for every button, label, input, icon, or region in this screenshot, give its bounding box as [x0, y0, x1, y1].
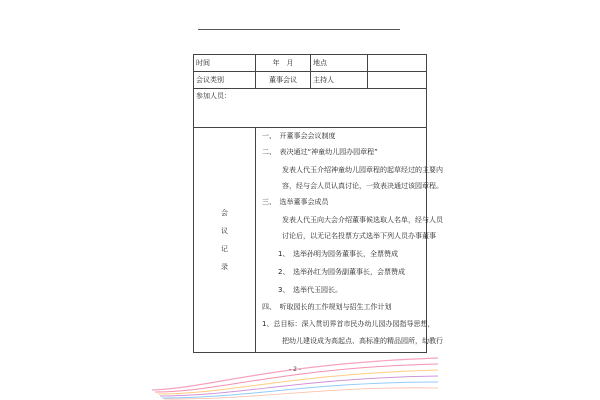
meeting-record-table [193, 54, 443, 353]
side-char: 会 [221, 208, 228, 217]
record-line: 1、总目标：深入贯切界首市民办幼儿园办园指导思想， [262, 320, 435, 328]
attendees-row [194, 89, 427, 128]
record-line: 发表人代玉向大会介绍董事候选取人名单，经与人员 [282, 216, 443, 224]
records-row [194, 128, 427, 353]
record-line: 一、 开董事会会议制度 [262, 132, 336, 140]
record-side-label [194, 128, 255, 352]
records-body [256, 128, 443, 352]
side-char: 议 [221, 226, 228, 235]
record-line: 2、 选举孙红为园务副董事长，会票赞成 [278, 268, 405, 276]
top-rule [198, 29, 400, 30]
meeting-type-row [194, 72, 427, 89]
record-line: 把幼儿建设成为高起点、高标准的精品园所，幼教行 [282, 337, 443, 345]
attendees-label: 参加人员： [194, 89, 427, 128]
meeting-type-value: 董事会议 [256, 72, 311, 89]
page-number: - 2 - [289, 366, 301, 373]
record-line: 1、 选举孙明为园务董事长，全票赞成 [278, 250, 398, 258]
record-line: 三、 选举董事会成员 [262, 198, 329, 206]
record-line: 二、 表决通过“神童幼儿园办园章程” [262, 148, 378, 156]
footer-wave-decoration [150, 352, 440, 400]
date-value: 年 月 [256, 55, 311, 72]
time-label: 时间 [194, 55, 256, 72]
place-label: 地点 [311, 55, 368, 72]
side-char: 记 [221, 245, 228, 253]
record-line: 容，经与会人员认真讨论，一致表决通过该园章程。 [282, 182, 443, 190]
host-value [368, 72, 427, 89]
record-side-cell [194, 128, 256, 353]
time-row [194, 55, 427, 72]
record-line: 3、 选举代玉园长。 [278, 286, 342, 294]
records-cell [256, 128, 443, 353]
host-label: 主持人 [311, 72, 368, 89]
place-value [368, 55, 427, 72]
side-char: 录 [221, 263, 228, 272]
meeting-type-label: 会议类别 [194, 72, 256, 89]
record-line: 发表人代玉介绍神童幼儿园章程的起草经过的主要内 [282, 166, 443, 174]
record-line: 四、 听取园长的工作规划与招生工作计划 [262, 303, 392, 311]
record-line: 讨论后，以无记名投票方式选举下列人员办事董事 [282, 232, 436, 240]
